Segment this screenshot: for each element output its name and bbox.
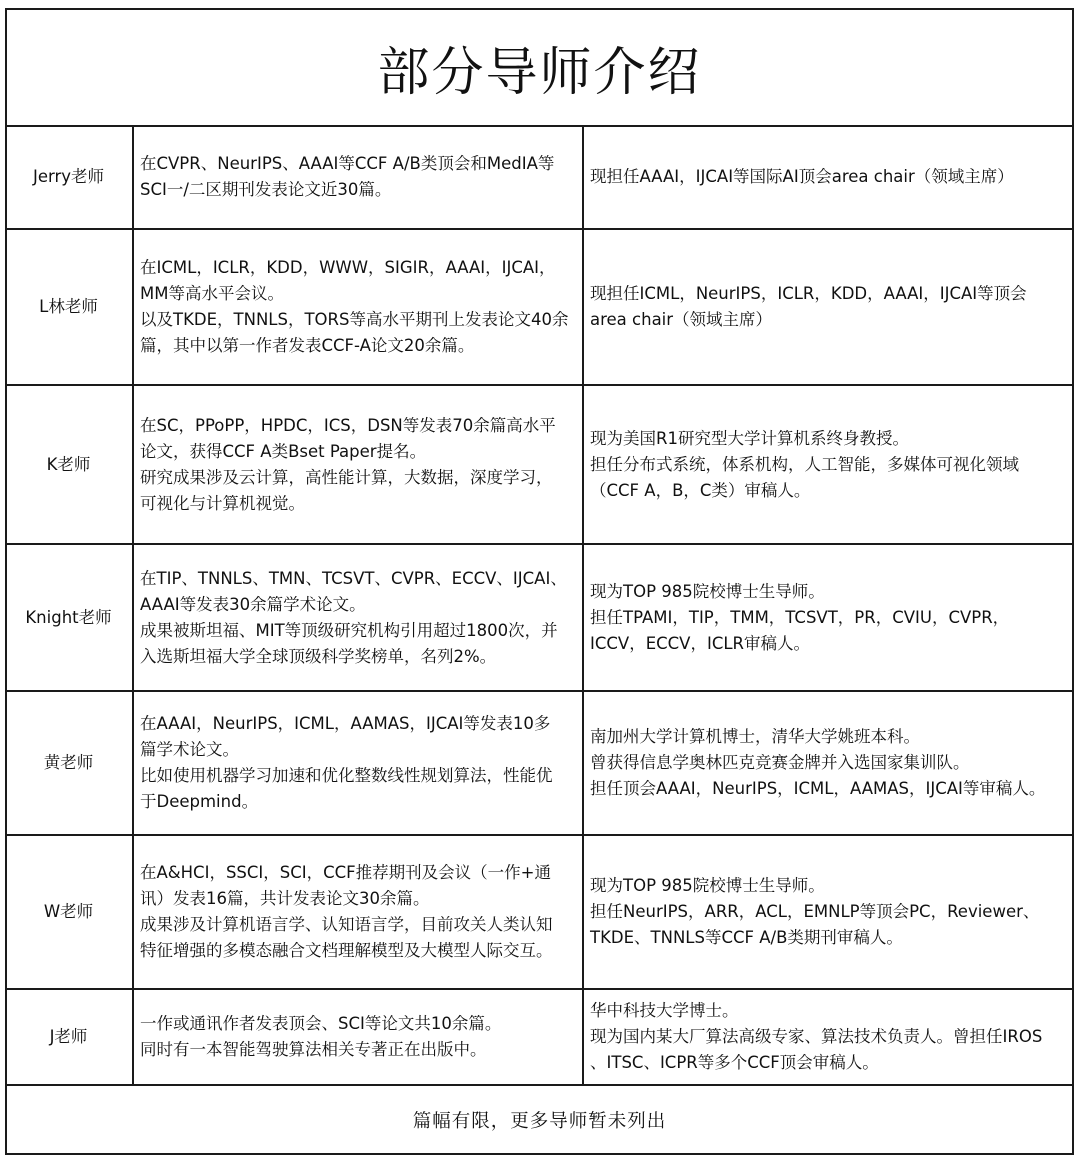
mentor-row <box>7 385 1072 544</box>
role-line: 现担任ICML，NeurIPS，ICLR，KDD，AAAI，IJCAI等顶会 <box>590 284 1027 303</box>
achievement-line: 一作或通讯作者发表顶会、SCI等论文共10余篇。 <box>140 1014 502 1033</box>
role-line: 现为美国R1研究型大学计算机系终身教授。 <box>590 428 909 448</box>
mentor-achievements <box>133 544 583 691</box>
mentor-achievements <box>133 125 583 229</box>
role-line: 担任TPAMI，TIP，TMM，TCSVT，PR，CVIU，CVPR， <box>590 607 1010 627</box>
achievement-line: 可视化与计算机视觉。 <box>140 493 305 513</box>
achievement-line: 在ICML，ICLR，KDD，WWW，SIGIR，AAAI，IJCAI， <box>140 258 556 277</box>
role-line: 、ITSC、ICPR等多个CCF顶会审稿人。 <box>590 1053 879 1072</box>
achievement-line: 在CVPR、NeurIPS、AAAI等CCF A/B类顶会和MedIA等 <box>140 153 555 173</box>
role-line: area chair（领域主席） <box>590 310 773 329</box>
mentor-roles <box>583 989 1072 1085</box>
mentor-achievements <box>133 989 583 1085</box>
mentor-achievements <box>133 691 583 835</box>
achievement-line: 成果涉及计算机语言学、认知语言学，目前攻关人类认知 <box>140 915 553 934</box>
mentor-row <box>7 835 1072 989</box>
role-line: （CCF A，B，C类）审稿人。 <box>590 480 811 500</box>
role-line: 华中科技大学博士。 <box>590 1001 739 1020</box>
role-line: 担任分布式系统，体系机构，人工智能，多媒体可视化领域 <box>590 454 1019 474</box>
mentor-roles <box>583 125 1072 229</box>
mentor-roles <box>583 229 1072 385</box>
achievement-line: 特征增强的多模态融合文档理解模型及大模型人际交互。 <box>140 941 553 960</box>
achievement-line: AAAI等发表30余篇学术论文。 <box>140 594 366 614</box>
achievement-line: 同时有一本智能驾驶算法相关专著正在出版中。 <box>140 1040 487 1059</box>
mentor-roles <box>583 385 1072 544</box>
mentor-intro-sheet <box>5 8 1074 1155</box>
achievement-line: 在SC，PPoPP，HPDC，ICS，DSN等发表70余篇高水平 <box>140 415 556 435</box>
mentor-name: J老师 <box>7 989 133 1085</box>
achievement-line: 研究成果涉及云计算，高性能计算，大数据，深度学习， <box>140 467 553 487</box>
achievement-line: 讯）发表16篇，共计发表论文30余篇。 <box>140 889 430 908</box>
mentor-row <box>7 691 1072 835</box>
mentor-achievements <box>133 835 583 989</box>
mentor-row <box>7 989 1072 1085</box>
role-line: 担任NeurIPS，ARR，ACL，EMNLP等顶会PC，Reviewer、 <box>590 902 1040 921</box>
achievement-line: SCI一/二区期刊发表论文近30篇。 <box>140 179 392 199</box>
role-line: ICCV，ECCV，ICLR审稿人。 <box>590 633 810 653</box>
mentor-achievements <box>133 229 583 385</box>
role-line: 曾获得信息学奥林匹克竞赛金牌并入选国家集训队。 <box>590 753 970 772</box>
role-line: 现为TOP 985院校博士生导师。 <box>590 876 825 895</box>
achievement-line: 篇，其中以第一作者发表CCF-A论文20余篇。 <box>140 336 475 355</box>
achievement-line: 在A&HCI，SSCI，SCI，CCF推荐期刊及会议（一作+通 <box>140 863 552 882</box>
role-line: 南加州大学计算机博士，清华大学姚班本科。 <box>590 727 920 746</box>
achievement-line: 成果被斯坦福、MIT等顶级研究机构引用超过1800次，并 <box>140 620 558 640</box>
achievement-line: MM等高水平会议。 <box>140 284 284 303</box>
mentor-achievements <box>133 385 583 544</box>
mentor-name: Knight老师 <box>7 544 133 691</box>
role-line: 担任顶会AAAI，NeurIPS，ICML，AAMAS，IJCAI等审稿人。 <box>590 779 1046 798</box>
achievement-line: 于Deepmind。 <box>140 792 259 811</box>
mentor-table-body <box>7 125 1072 1085</box>
achievement-line: 比如使用机器学习加速和优化整数线性规划算法，性能优 <box>140 766 553 785</box>
achievement-line: 论文，获得CCF A类Bset Paper提名。 <box>140 441 427 461</box>
mentor-roles <box>583 544 1072 691</box>
mentor-name: K老师 <box>7 385 133 544</box>
role-line: 现为国内某大厂算法高级专家、算法技术负责人。曾担任IROS <box>590 1027 1043 1046</box>
achievement-line: 在TIP、TNNLS、TMN、TCSVT、CVPR、ECCV、IJCAI、 <box>140 568 567 588</box>
mentor-row <box>7 229 1072 385</box>
mentor-row <box>7 125 1072 229</box>
footer-note: 篇幅有限，更多导师暂未列出 <box>412 1110 667 1132</box>
achievement-line: 入选斯坦福大学全球顶级科学奖榜单，名列2%。 <box>140 646 497 666</box>
role-line: 现担任AAAI，IJCAI等国际AI顶会area chair（领域主席） <box>590 166 1014 186</box>
mentor-name: L林老师 <box>7 229 133 385</box>
mentor-row <box>7 544 1072 691</box>
mentor-name: W老师 <box>7 835 133 989</box>
mentor-roles <box>583 691 1072 835</box>
mentor-name: Jerry老师 <box>7 125 133 229</box>
mentor-roles <box>583 835 1072 989</box>
achievement-line: 在AAAI，NeurIPS，ICML，AAMAS，IJCAI等发表10多 <box>140 714 551 733</box>
mentor-table <box>7 125 1072 1086</box>
page-title: 部分导师介绍 <box>7 10 1072 127</box>
role-line: TKDE、TNNLS等CCF A/B类期刊审稿人。 <box>590 928 903 947</box>
achievement-line: 以及TKDE，TNNLS，TORS等高水平期刊上发表论文40余 <box>140 310 569 329</box>
achievement-line: 篇学术论文。 <box>140 740 239 759</box>
role-line: 现为TOP 985院校博士生导师。 <box>590 581 825 601</box>
mentor-name: 黄老师 <box>7 691 133 835</box>
